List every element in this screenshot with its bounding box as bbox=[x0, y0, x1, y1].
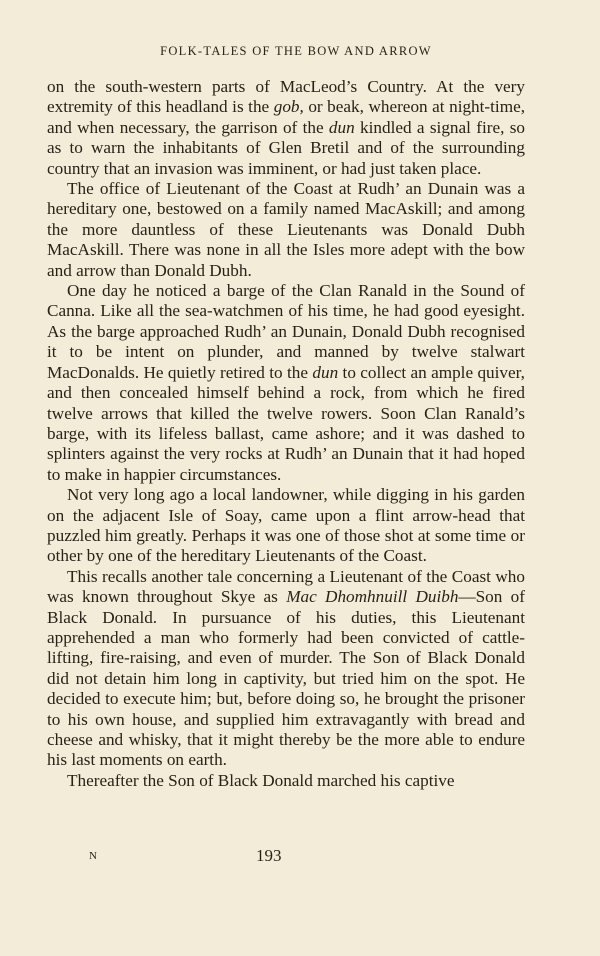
text-run: Thereafter the Son of Black Donald marched his captive bbox=[67, 770, 455, 790]
page-number: 193 bbox=[256, 846, 282, 865]
paragraph bbox=[47, 179, 525, 281]
paragraph bbox=[47, 281, 525, 485]
paragraph bbox=[47, 567, 525, 771]
text-run: kindled a signal fire, so as to warn the inhabitants of Glen Bretil and of the surrounding country that an invasion was imminent, or had just taken place. bbox=[47, 117, 525, 178]
paragraph bbox=[47, 485, 525, 567]
body-text bbox=[47, 77, 525, 791]
text-run: This recalls another tale concerning a Lieutenant of the Coast who was known throughout Skye as bbox=[47, 566, 525, 607]
text-run: or beak, whereon at night-time, and when necessary, the garrison of the bbox=[47, 97, 525, 137]
text-run: Not very long ago a local landowner, while digging in his garden on the adjacent Isle of Soay, came upon a flint arrow-head that puzzled him greatly. Perhaps it was one of those shot at some time or other by one of the hereditary Lieutenants of the Coast. bbox=[47, 485, 525, 566]
italic-text: dun bbox=[328, 117, 355, 137]
italic-text: dun bbox=[312, 362, 339, 382]
text-run: —Son of Black Donald. In pursuance of his duties, this Lieutenant apprehended a man who formerly had been convicted of cattle-lifting, fire-raising, and even of murder. The Son of Black Donald did not detain him long in captivity, but tried him on the spot. He decided to execute him; but, before doing so, he brought the prisoner to his own house, and supplied him extravagantly with bread and cheese and whisky, that it might thereby be the more able to endure his last moments on earth. bbox=[47, 587, 525, 770]
text-run: on the south-western parts of MacLeod’s Country. At the very extremity of this headland is the bbox=[47, 77, 525, 117]
running-title: FOLK-TALES OF THE BOW AND ARROW bbox=[160, 44, 432, 58]
text-run: One day he noticed a barge of the Clan Ranald in the Sound of Canna. Like all the sea-watchmen of his time, he had good eyesight. As the barge approached Rudh’ an Dunain, Donald Dubh recognised it to be intent on plunder, and manned by twelve stalwart MacDonalds. He quietly retired to the bbox=[47, 281, 525, 382]
italic-text: Mac Dhomhnuill Duibh bbox=[286, 587, 459, 607]
text-run: to collect an ample quiver, and then concealed himself behind a rock, from which he fired twelve arrows that killed the twelve rowers. Soon Clan Ranald’s barge, with its lifeless ballast, came ashore; and it was dashed to splinters against the very rocks at Rudh’ an Dunain that it had hoped to make in happier circumstances. bbox=[47, 362, 525, 484]
paragraph bbox=[47, 77, 525, 179]
paragraph bbox=[47, 771, 525, 791]
signature-mark: N bbox=[89, 850, 97, 862]
text-run: The office of Lieutenant of the Coast at Rudh’ an Dunain was a hereditary one, bestowed on a family named MacAskill; and among the more dauntless of these Lieutenants was Donald Dubh MacAskill. There was none in all the Isles more adept with the bow and arrow than Donald Dubh. bbox=[47, 179, 525, 280]
italic-text: gob, bbox=[273, 97, 304, 117]
